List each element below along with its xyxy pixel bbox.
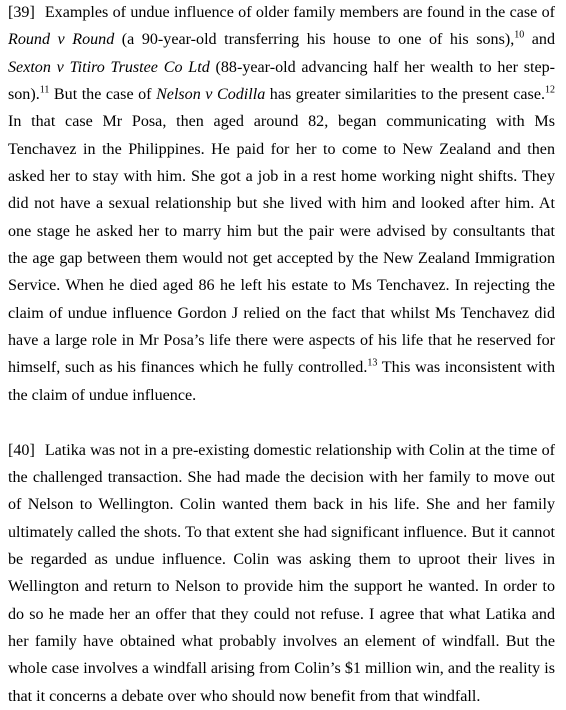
paragraph-number: [40] [8, 441, 35, 459]
paragraph-number: [39] [8, 4, 35, 21]
footnote-ref: 11 [39, 84, 50, 96]
text-run: (88-year-old advancing half her wealth to her step-son). [8, 58, 555, 104]
text-run: Latika was not in a pre-existing domestic relationship with Colin at the time of the challenged transaction. She had made the decision with her family to move out of Nelson to Wellington. Colin wanted them back in his life. She and her family ultimately called the shots. To that extent she had significant influence. But it cannot be regarded as undue influence. Colin was asking them to uproot their lives in Wellington and return to Nelson to provide him the support he wanted. In order to do so he made her an offer that they could not refuse. I agree that what Latika and her family have obtained what probably involves an element of windfall. But the whole case involves a windfall arising from Colin’s $1 million win, and the reality is that it concerns a debate over who should now benefit from that windfall. [8, 441, 555, 705]
text-run: (a 90-year-old transferring his house to one of his sons), [114, 31, 515, 49]
text-run: has greater similarities to the present case. [265, 86, 545, 104]
case-name: Nelson v Codilla [156, 86, 266, 104]
text-run: Examples of undue influence of older family members are found in the case of [44, 4, 555, 21]
text-run: and [524, 31, 555, 49]
footnote-ref: 10 [514, 29, 525, 41]
paragraph-39 [8, 0, 555, 409]
paragraph-body [8, 442, 555, 705]
text-run: This was inconsistent with the claim of undue influence. [8, 359, 555, 404]
paragraph-40 [8, 437, 555, 710]
case-name: Round v Round [8, 31, 115, 49]
text-run: In that case Mr Posa, then aged around 82, began communicating with Ms Tenchavez in the Philippines. He paid for her to come to New Zealand and then asked her to stay with him. She got a job in a rest home working night shifts. They did not have a sexual relationship but she lived with him and looked after him. At one stage he asked her to marry him but the pair were advised by consultants that the age gap between them would not get accepted by the New Zealand Immigration Service. When he died aged 86 he left his estate to Ms Tenchavez. In rejecting the claim of undue influence Gordon J relied on the fact that whilst Ms Tenchavez did have a large role in Mr Posa’s life there were aspects of his life that he reserved for himself, such as his finances which he fully controlled. [8, 113, 555, 377]
footnote-ref: 12 [545, 84, 555, 96]
text-run: But the case of [49, 86, 157, 104]
paragraph-body [8, 4, 555, 404]
case-name: Sexton v Titiro Trustee Co Ltd [8, 58, 210, 76]
footnote-ref: 13 [367, 358, 378, 370]
